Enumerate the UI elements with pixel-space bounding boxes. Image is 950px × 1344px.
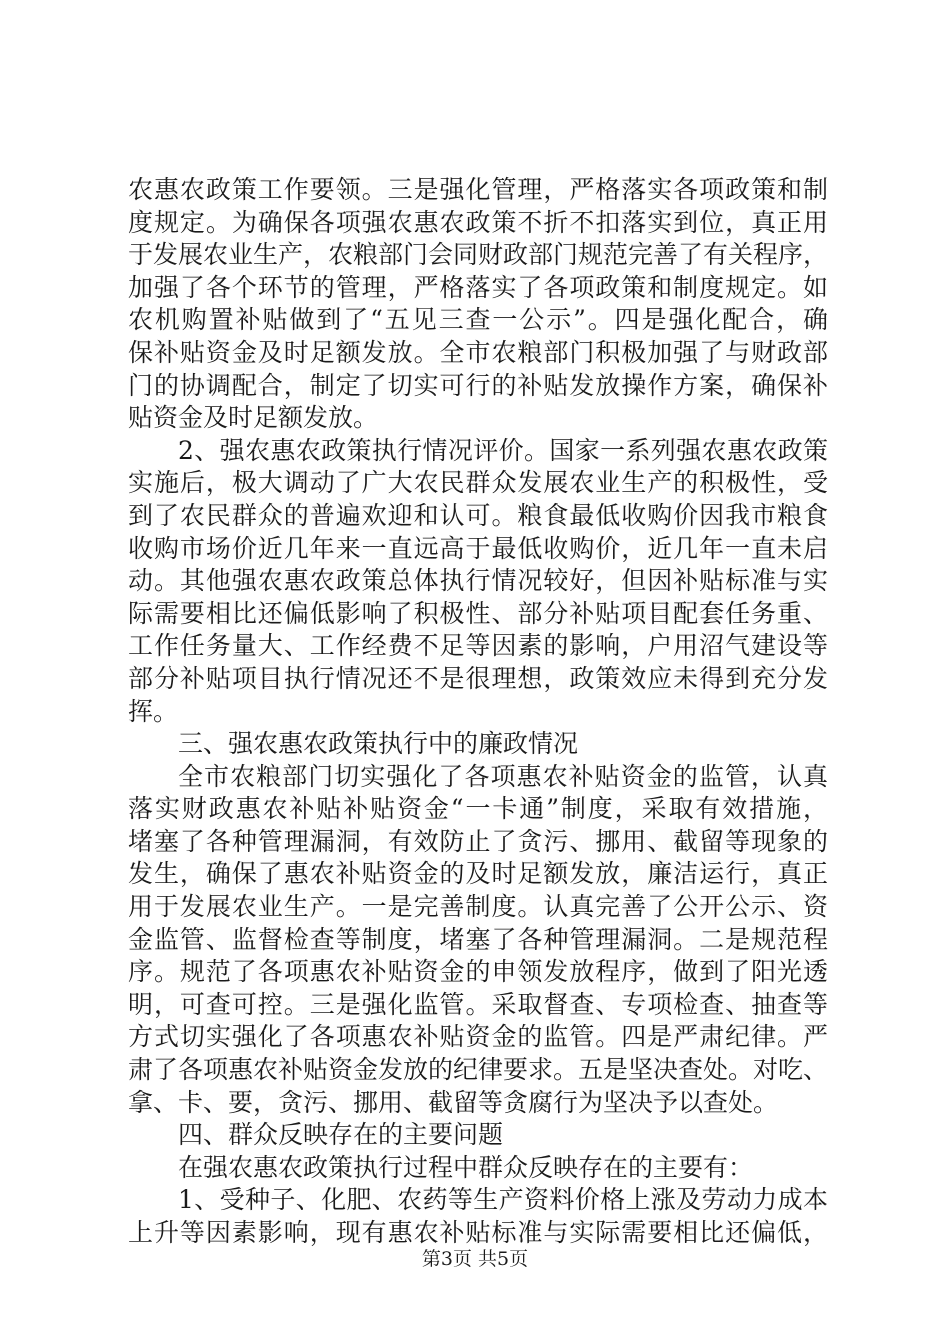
text-line: 度规定。为确保各项强农惠农政策不折不扣落实到位，真正用 [128,207,828,237]
paragraph [128,435,828,728]
text-line: 发生，确保了惠农补贴资金的及时足额发放，廉洁运行，真正 [128,859,828,889]
text-line: 工作任务量大、工作经费不足等因素的影响，户用沼气建设等 [128,631,828,661]
text-line: 部分补贴项目执行情况还不是很理想，政策效应未得到充分发 [128,663,828,693]
text-line: 1、受种子、化肥、农药等生产资料价格上涨及劳动力成本 [178,1185,828,1215]
document-body [128,174,828,1250]
section-heading [128,728,828,761]
text-line: 保补贴资金及时足额发放。全市农粮部门积极加强了与财政部 [128,337,828,367]
text-line: 明，可查可控。三是强化监管。采取督查、专项检查、抽查等 [128,989,828,1019]
section-heading [128,1119,828,1152]
text-line: 收购市场价近几年来一直远高于最低收购价，近几年一直未启 [128,533,828,563]
text-line: 肃了各项惠农补贴资金发放的纪律要求。五是坚决查处。对吃、 [128,1055,828,1085]
text-line: 实施后，极大调动了广大农民群众发展农业生产的积极性，受 [128,468,828,498]
text-line: 加强了各个环节的管理，严格落实了各项政策和制度规定。如 [128,272,828,302]
text-line: 农机购置补贴做到了“五见三查一公示”。四是强化配合，确 [128,305,828,335]
text-line: 金监管、监督检查等制度，堵塞了各种管理漏洞。二是规范程 [128,924,828,954]
text-line: 在强农惠农政策执行过程中群众反映存在的主要有： [178,1152,754,1182]
paragraph [128,174,828,435]
text-line: 动。其他强农惠农政策总体执行情况较好，但因补贴标准与实 [128,566,828,596]
text-line: 门的协调配合，制定了切实可行的补贴发放操作方案，确保补 [128,370,828,400]
paragraph [128,1184,828,1249]
text-line: 用于发展农业生产。一是完善制度。认真完善了公开公示、资 [128,892,828,922]
text-line: 序。规范了各项惠农补贴资金的申领发放程序，做到了阳光透 [128,957,828,987]
text-line: 到了农民群众的普遍欢迎和认可。粮食最低收购价因我市粮食 [128,500,828,530]
text-line: 际需要相比还偏低影响了积极性、部分补贴项目配套任务重、 [128,598,828,628]
text-line: 三、强农惠农政策执行中的廉政情况 [178,729,579,759]
text-line: 贴资金及时足额发放。 [128,403,379,433]
text-line: 挥。 [128,696,179,726]
text-line: 上升等因素影响，现有惠农补贴标准与实际需要相比还偏低， [128,1218,828,1247]
text-line: 拿、卡、要，贪污、挪用、截留等贪腐行为坚决予以查处。 [128,1087,779,1117]
text-line: 四、群众反映存在的主要问题 [178,1120,504,1150]
text-line: 落实财政惠农补贴补贴资金“一卡通”制度，采取有效措施， [128,794,828,824]
page-footer: 第3页 共5页 [421,1248,529,1270]
text-line: 全市农粮部门切实强化了各项惠农补贴资金的监管，认真 [178,761,828,791]
text-line: 农惠农政策工作要领。三是强化管理，严格落实各项政策和制 [128,175,828,204]
section-heading [128,1152,828,1185]
paragraph [128,761,828,1120]
text-line: 方式切实强化了各项惠农补贴资金的监管。四是严肃纪律。严 [128,1022,828,1052]
text-line: 2、强农惠农政策执行情况评价。国家一系列强农惠农政策 [178,435,828,465]
text-line: 堵塞了各种管理漏洞，有效防止了贪污、挪用、截留等现象的 [128,826,828,856]
text-line: 于发展农业生产，农粮部门会同财政部门规范完善了有关程序， [128,240,828,270]
